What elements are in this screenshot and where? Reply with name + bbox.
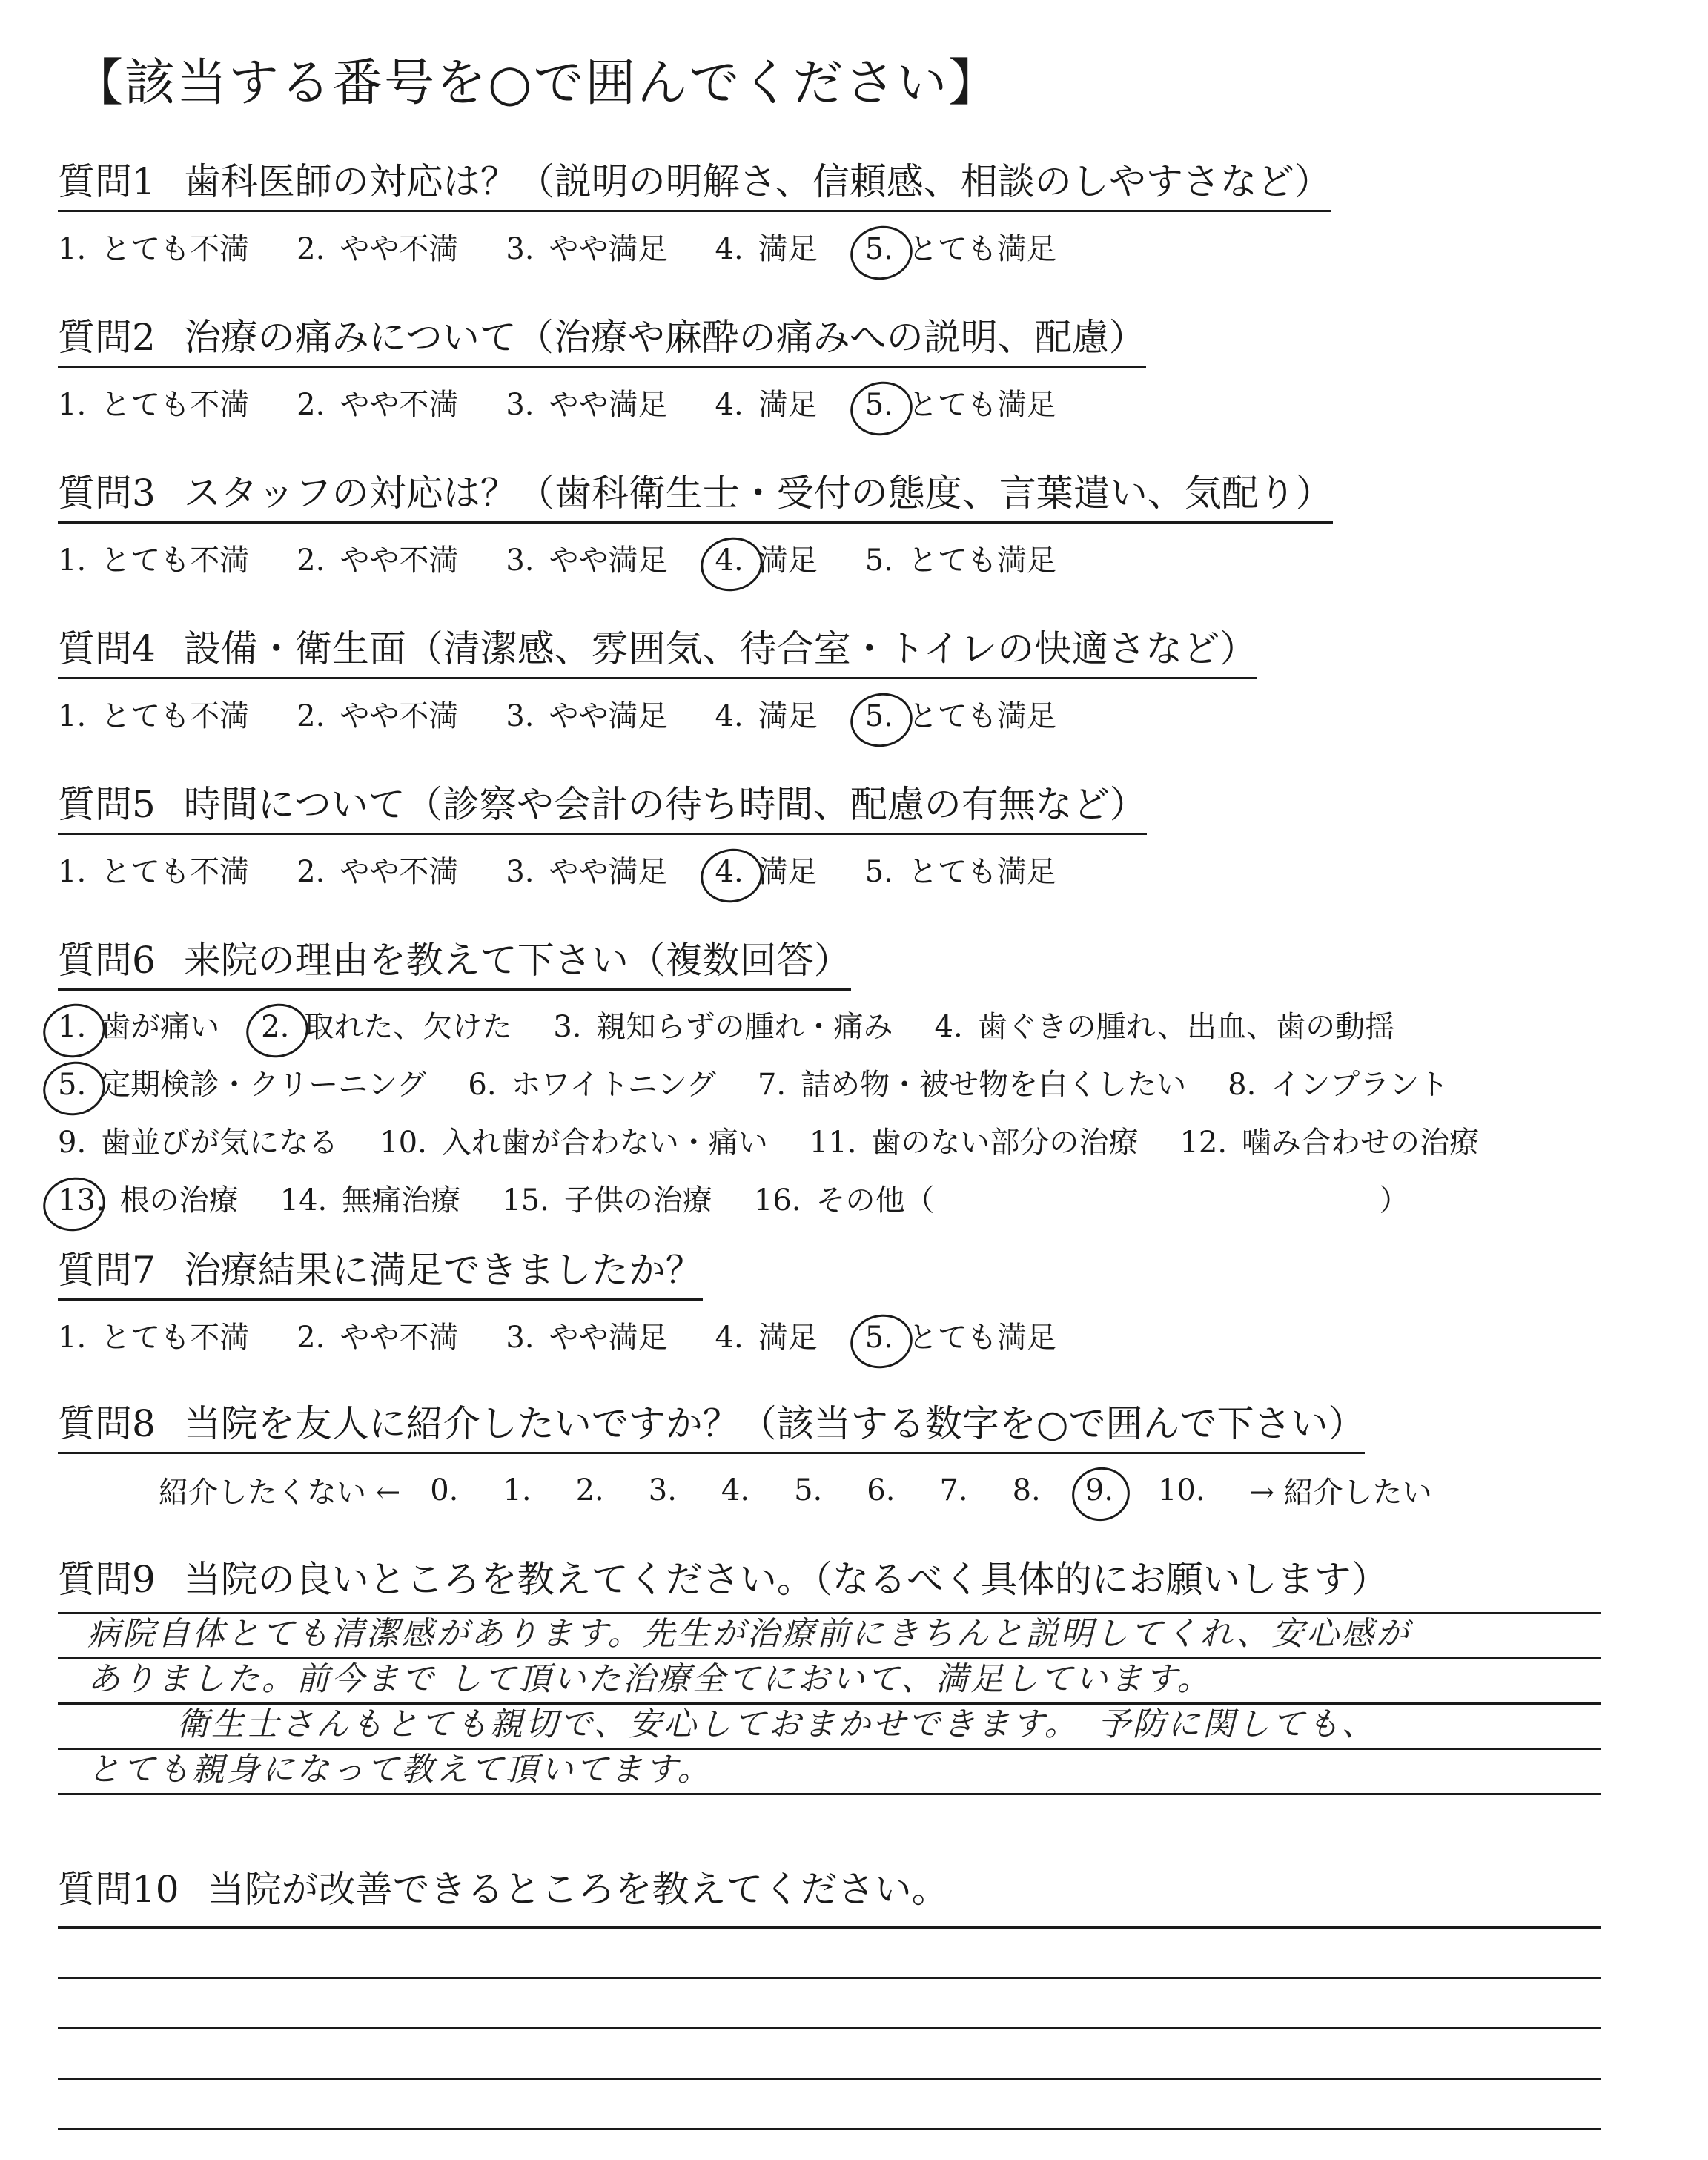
option[interactable] (810, 1119, 1139, 1161)
scale-value[interactable]: 5. (794, 1473, 823, 1507)
option[interactable] (297, 537, 458, 579)
option-number: 4. (715, 1321, 744, 1355)
option-selected[interactable] (58, 1003, 219, 1046)
option-number: 1. (58, 855, 87, 889)
option-number: 1. (58, 699, 87, 733)
option-label: 満足 (758, 232, 818, 266)
rating-options (58, 225, 1331, 268)
option-label: やや不満 (340, 388, 459, 422)
question-heading (58, 152, 1331, 212)
question-number: 質問3 (58, 472, 156, 515)
option[interactable] (715, 693, 818, 735)
option[interactable] (58, 848, 249, 891)
option-label: とても不満 (101, 699, 250, 733)
option-label: やや不満 (340, 232, 459, 266)
option-label: ホワイトニング (511, 1067, 716, 1102)
option[interactable] (58, 693, 249, 735)
rating-options (58, 693, 1257, 735)
question-text: 当院を友人に紹介したいですか？（該当する数字を○で囲んで下さい） (183, 1402, 1366, 1445)
question-number: 質問8 (58, 1402, 156, 1445)
question-text: スタッフの対応は？（歯科衛生士・受付の態度、言葉遣い、気配り） (183, 472, 1333, 515)
option[interactable] (935, 1003, 1395, 1046)
option-label: とても満足 (907, 388, 1056, 422)
option-number: 3. (553, 1009, 582, 1044)
option[interactable] (468, 1061, 716, 1103)
option-number: 1. (58, 1321, 87, 1355)
handwritten-text: 病院自体とても清潔感があります。先生が治療前にきちんと説明してくれ、安心感が (87, 1615, 1411, 1653)
option-label: 無痛治療 (342, 1183, 461, 1218)
option-number: 4. (934, 1009, 963, 1044)
option-label: 満足 (758, 544, 818, 578)
option[interactable] (715, 381, 818, 423)
page-title: 【該当する番号を○で囲んでください】 (73, 54, 1001, 113)
option[interactable] (58, 225, 249, 268)
option-label: 歯ぐきの腫れ、出血、歯の動揺 (977, 1009, 1395, 1044)
option-label: 噛み合わせの治療 (1242, 1125, 1480, 1160)
option[interactable] (506, 381, 667, 423)
option-label: とても満足 (907, 1321, 1056, 1355)
question-number: 質問7 (58, 1249, 156, 1292)
question-5 (58, 775, 1147, 891)
option[interactable] (506, 225, 667, 268)
option-label: とても不満 (101, 388, 250, 422)
option-row (58, 1115, 1520, 1164)
option[interactable] (297, 848, 458, 891)
scale-value[interactable]: 8. (1012, 1473, 1041, 1507)
option-label: 子供の治療 (563, 1183, 712, 1218)
answer-line[interactable] (58, 2027, 1601, 2029)
option-number: 2. (297, 855, 325, 889)
option[interactable] (758, 1061, 1186, 1103)
option[interactable] (506, 1314, 667, 1356)
question-heading (58, 931, 851, 991)
answer-line[interactable] (58, 1977, 1601, 1979)
option-label: やや満足 (549, 1321, 668, 1355)
scale-left-label: 紹介したくない ← (159, 1476, 401, 1510)
option-number: 2. (261, 1009, 290, 1044)
option-number: 16. (753, 1183, 801, 1218)
option-number: 5. (864, 855, 893, 889)
option[interactable] (280, 1177, 461, 1219)
option-number: 4. (715, 544, 744, 578)
question-number: 質問6 (58, 939, 156, 982)
option[interactable] (865, 848, 1056, 891)
option-number: 11. (809, 1125, 857, 1160)
handwritten-text: ありました。前今まで して頂いた治療全てにおいて、満足しています。 (87, 1660, 1212, 1698)
option[interactable] (297, 381, 458, 423)
option[interactable] (58, 1314, 249, 1356)
question-7 (58, 1241, 1104, 1356)
option-number: 2. (297, 232, 325, 266)
option-selected[interactable] (58, 1177, 239, 1219)
option[interactable] (58, 537, 249, 579)
option-row (58, 1000, 1520, 1048)
scale-value[interactable]: 3. (648, 1473, 677, 1507)
option-label: やや不満 (340, 1321, 459, 1355)
option-number: 2. (297, 699, 325, 733)
scale-value[interactable]: 4. (721, 1473, 750, 1507)
option-number: 4. (715, 232, 744, 266)
option-label: 満足 (758, 699, 818, 733)
option-label: とても不満 (101, 1321, 250, 1355)
option-label: 詰め物・被せ物を白くしたい (801, 1067, 1187, 1102)
question-text: 来院の理由を教えて下さい（複数回答） (183, 939, 851, 982)
question-6 (58, 931, 1520, 1222)
option-label: やや不満 (340, 855, 459, 889)
question-heading (58, 619, 1257, 679)
scale-value[interactable]: 2. (575, 1473, 604, 1507)
option-number: 3. (506, 388, 534, 422)
option-number: 5. (864, 544, 893, 578)
recommend-scale (58, 1469, 1477, 1511)
option-number: 15. (502, 1183, 549, 1218)
option-number: 4. (715, 699, 744, 733)
option[interactable] (58, 381, 249, 423)
option-label: やや満足 (549, 388, 668, 422)
option-number: 2. (297, 1321, 325, 1355)
option-label: とても満足 (907, 544, 1056, 578)
option-label: 取れた、欠けた (304, 1009, 512, 1044)
option-label: インプラント (1271, 1067, 1449, 1102)
option-number: 5. (864, 232, 893, 266)
option-label: とても不満 (101, 855, 250, 889)
option-label: やや不満 (340, 544, 459, 578)
option-number: 10. (380, 1125, 427, 1160)
option[interactable] (754, 1177, 1409, 1219)
option-number: 4. (715, 388, 744, 422)
option-label: 満足 (758, 855, 818, 889)
option-label: 根の治療 (119, 1183, 239, 1218)
option-label: 満足 (758, 388, 818, 422)
scale-value[interactable]: 6. (867, 1473, 896, 1507)
question-number: 質問10 (58, 1868, 179, 1911)
option[interactable] (553, 1003, 893, 1046)
option-number: 5. (864, 388, 893, 422)
option-number: 12. (1179, 1125, 1228, 1160)
scale-value-selected[interactable]: 9. (1085, 1473, 1113, 1507)
option-number: 14. (279, 1183, 328, 1218)
answer-line[interactable] (58, 2078, 1601, 2080)
option-label: 満足 (758, 1321, 818, 1355)
multi-choice-options (58, 1000, 1520, 1222)
scale-value[interactable]: 7. (939, 1473, 968, 1507)
option[interactable] (715, 1314, 818, 1356)
option-number: 5. (58, 1067, 87, 1102)
question-text: 設備・衛生面（清潔感、雰囲気、待合室・トイレの快適さなど） (183, 627, 1257, 670)
option-selected[interactable] (865, 693, 1056, 735)
question-text: 歯科医師の対応は？（説明の明解さ、信頼感、相談のしやすさなど） (183, 160, 1331, 203)
option-number: 1. (58, 1009, 87, 1044)
rating-options (58, 381, 1146, 423)
answer-line[interactable] (58, 1926, 1601, 1929)
option-number: 5. (864, 1321, 893, 1355)
option-label: やや満足 (549, 232, 668, 266)
option-label: やや満足 (549, 855, 668, 889)
question-heading (58, 775, 1147, 835)
question-heading (58, 463, 1333, 524)
option-number: 1. (58, 544, 87, 578)
question-4 (58, 619, 1257, 735)
option[interactable] (506, 848, 667, 891)
option-number: 1. (58, 232, 87, 266)
option-selected[interactable] (715, 537, 818, 579)
question-text: 時間について（診察や会計の待ち時間、配慮の有無など） (183, 783, 1147, 826)
option[interactable] (297, 225, 458, 268)
option-number: 3. (506, 699, 534, 733)
option-label: その他（ ） (815, 1183, 1409, 1218)
scale-value[interactable]: 10. (1157, 1473, 1205, 1507)
question-2 (58, 308, 1146, 423)
question-heading (58, 1241, 703, 1301)
option-label: 歯並びが気になる (101, 1125, 339, 1160)
answer-line[interactable] (58, 2128, 1601, 2130)
option-number: 6. (468, 1067, 497, 1102)
option-label: やや満足 (549, 699, 668, 733)
option-label: 歯のない部分の治療 (871, 1125, 1139, 1160)
option-number: 13. (58, 1183, 105, 1218)
option-row (58, 1057, 1520, 1106)
option[interactable] (58, 1119, 338, 1161)
answer-line (58, 1750, 1601, 1795)
question-text: 治療の痛みについて（治療や麻酔の痛みへの説明、配慮） (183, 316, 1146, 359)
question-8 (58, 1394, 1477, 1511)
option-number: 3. (506, 1321, 534, 1355)
option[interactable] (380, 1119, 768, 1161)
option-number: 9. (58, 1125, 87, 1160)
option-label: 歯が痛い (101, 1009, 220, 1044)
option-number: 1. (58, 388, 87, 422)
scale-value[interactable]: 1. (503, 1473, 532, 1507)
option-number: 3. (506, 544, 534, 578)
handwritten-text: とても親身になって教えて頂いてます。 (87, 1751, 712, 1789)
question-text: 当院が改善できるところを教えてください。 (207, 1868, 949, 1911)
question-10-heading (58, 1860, 949, 1913)
rating-options (58, 848, 1147, 891)
option[interactable] (1228, 1061, 1449, 1103)
option-label: 親知らずの腫れ・痛み (596, 1009, 893, 1044)
option-number: 2. (297, 544, 325, 578)
rating-options (58, 537, 1333, 579)
option-number: 3. (506, 855, 534, 889)
option-label: とても満足 (907, 855, 1056, 889)
question-number: 質問1 (58, 160, 156, 203)
question-3 (58, 463, 1333, 579)
option-number: 7. (757, 1067, 787, 1102)
option[interactable] (506, 693, 667, 735)
option-selected[interactable] (58, 1061, 426, 1103)
question-text: 治療結果に満足できましたか？ (183, 1249, 703, 1292)
scale-right-label: → 紹介したい (1249, 1476, 1432, 1510)
option-selected[interactable] (865, 381, 1056, 423)
option-label: やや満足 (549, 544, 668, 578)
option-selected[interactable] (261, 1003, 512, 1046)
option[interactable] (502, 1177, 712, 1219)
question-heading (58, 308, 1146, 368)
option-label: とても不満 (101, 544, 250, 578)
option[interactable] (506, 537, 667, 579)
option-row (58, 1173, 1520, 1222)
option-label: とても満足 (907, 699, 1056, 733)
rating-options (58, 1314, 1104, 1356)
scale-value[interactable]: 0. (430, 1473, 459, 1507)
question-number: 質問4 (58, 627, 156, 670)
question-1 (58, 152, 1331, 268)
free-text-answer-area[interactable] (58, 1568, 1601, 1795)
option-label: とても不満 (101, 232, 250, 266)
option-number: 3. (506, 232, 534, 266)
question-text: 当院の良いところを教えてください。（なるべく具体的にお願いします） (183, 1558, 1388, 1601)
option-number: 4. (715, 855, 744, 889)
option[interactable] (297, 693, 458, 735)
option[interactable] (865, 537, 1056, 579)
question-number: 質問5 (58, 783, 156, 826)
option-label: 定期検診・クリーニング (101, 1067, 427, 1102)
option-label: やや不満 (340, 699, 459, 733)
option-label: 入れ歯が合わない・痛い (441, 1125, 768, 1160)
question-heading (58, 1394, 1365, 1454)
option-selected[interactable] (715, 848, 818, 891)
option-selected[interactable] (865, 225, 1056, 268)
option-number: 5. (864, 699, 893, 733)
handwritten-text: 衛生士さんもとても親切で、安心しておまかせできます。 予防に関しても、 (176, 1705, 1377, 1743)
option-selected[interactable] (865, 1314, 1056, 1356)
option[interactable] (715, 225, 818, 268)
option[interactable] (1179, 1119, 1479, 1161)
question-number: 質問2 (58, 316, 156, 359)
option-label: とても満足 (907, 232, 1056, 266)
option-number: 8. (1228, 1067, 1257, 1102)
option[interactable] (297, 1314, 458, 1356)
option-number: 2. (297, 388, 325, 422)
question-number: 質問9 (58, 1558, 156, 1601)
